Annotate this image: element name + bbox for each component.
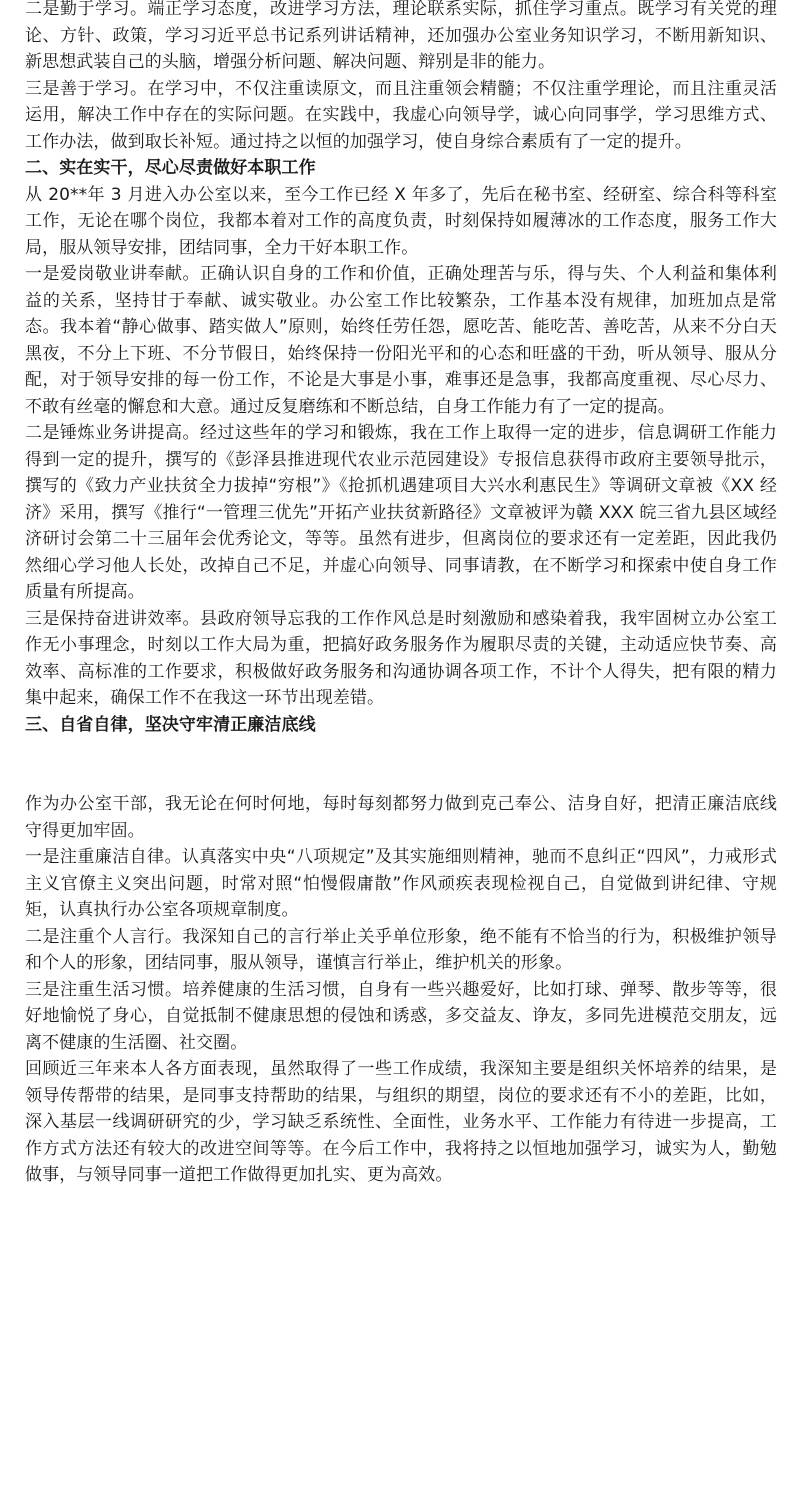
section-heading-2: 二、实在实干，尽心尽责做好本职工作 [25,158,316,178]
section-heading-3: 三、自省自律，坚决守牢清正廉洁底线 [25,714,316,735]
paragraph: 回顾近三年来本人各方面表现，虽然取得了一些工作成绩，我深知主要是组织关怀培养的结果，是领导传帮带的结果，是同事支持帮助的结果，与组织的期望，岗位的要求还有不小的差距，比如，深入基层一线调研研究的少，学习缺乏系统性、全面性，业务水平、工作能力有待进一步提高，工作方式方法还有较大的改进空间等等。在今后工作中，我将持之以恒地加强学习，诚实为人，勤勉做事，与领导同事一道把工作做得更加扎实、更为高效。 [25,1059,777,1185]
paragraph: 三是注重生活习惯。培养健康的生活习惯，自身有一些兴趣爱好，比如打球、弹琴、散步等等，很好地愉悦了身心，自觉抵制不健康思想的侵蚀和诱惑，多交益友、诤友，多同先进模范交朋友，远离不健康的生活圈、社交圈。 [25,979,777,1053]
paragraph: 二是锤炼业务讲提高。经过这些年的学习和锻炼，我在工作上取得一定的进步，信息调研工作能力得到一定的提升，撰写的《彭泽县推进现代农业示范园建设》专报信息获得市政府主要领导批示，撰写的《致力产业扶贫全力拔掉“穷根”》《抢抓机遇建项目大兴水利惠民生》等调研文章被《XX 经济》采用，撰写《推行“一管理三优先”开拓产业扶贫新路径》文章被评为赣 XXX 皖三省九县区域经济研讨会第二十三届年会优秀论文，等等。虽然有进步，但离岗位的要求还有一定差距，因此我仍然细心学习他人长处，改掉自己不足，并虚心向领导、同事请教，在不断学习和探索中使自身工作质量有所提高。 [25,423,777,602]
paragraph: 三是保持奋进讲效率。县政府领导忘我的工作作风总是时刻激励和感染着我，我牢固树立办公室工作无小事理念，时刻以工作大局为重，把搞好政务服务作为履职尽责的关键，主动适应快节奏、高效率、高标准的工作要求，积极做好政务服务和沟通协调各项工作，不计个人得失，把有限的精力集中起来，确保工作不在我这一环节出现差错。 [25,608,777,708]
paragraph: 从 20**年 3 月进入办公室以来，至今工作已经 X 年多了，先后在秘书室、经研室、综合科等科室工作，无论在哪个岗位，我都本着对工作的高度负责，时刻保持如履薄冰的工作态度，服务工作大局，服从领导安排，团结同事，全力干好本职工作。 [25,184,777,258]
paragraph: 三是善于学习。在学习中，不仅注重读原文，而且注重领会精髓；不仅注重学理论，而且注重灵活运用，解决工作中存在的实际问题。在实践中，我虚心向领导学，诚心向同事学，学习思维方式、工作办法，做到取长补短。通过持之以恒的加强学习，使自身综合素质有了一定的提升。 [25,78,777,152]
paragraph: 二是注重个人言行。我深知自己的言行举止关乎单位形象，绝不能有不恰当的行为，积极维护领导和个人的形象，团结同事，服从领导，谨慎言行举止，维护机关的形象。 [25,926,777,973]
document-body [25,0,777,1189]
paragraph: 一是爱岗敬业讲奉献。正确认识自身的工作和价值，正确处理苦与乐，得与失、个人利益和集体利益的关系，坚持甘于奉献、诚实敬业。办公室工作比较繁杂，工作基本没有规律，加班加点是常态。我本着“静心做事、踏实做人”原则，始终任劳任怨，愿吃苦、能吃苦、善吃苦，从来不分白天黑夜，不分上下班、不分节假日，始终保持一份阳光平和的心态和旺盛的干劲，听从领导、服从分配，对于领导安排的每一份工作，不论是大事是小事，难事还是急事，我都高度重视、尽心尽力、不敢有丝毫的懈怠和大意。通过反复磨练和不断总结，自身工作能力有了一定的提高。 [25,264,777,417]
paragraph: 作为办公室干部，我无论在何时何地，每时每刻都努力做到克己奉公、洁身自好，把清正廉洁底线守得更加牢固。 [25,794,777,841]
paragraph: 二是勤于学习。端正学习态度，改进学习方法，理论联系实际，抓住学习重点。既学习有关党的理论、方针、政策，学习习近平总书记系列讲话精神，还加强办公室业务知识学习，不断用新知识、新思想武装自己的头脑，增强分析问题、解决问题、辩别是非的能力。 [25,0,777,72]
blank-gap [25,738,777,791]
paragraph: 一是注重廉洁自律。认真落实中央“八项规定”及其实施细则精神，驰而不息纠正“四风”，力戒形式主义官僚主义突出问题，时常对照“怕慢假庸散”作风顽疾表现检视自己，自觉做到讲纪律、守规矩，认真执行办公室各项规章制度。 [25,847,777,920]
